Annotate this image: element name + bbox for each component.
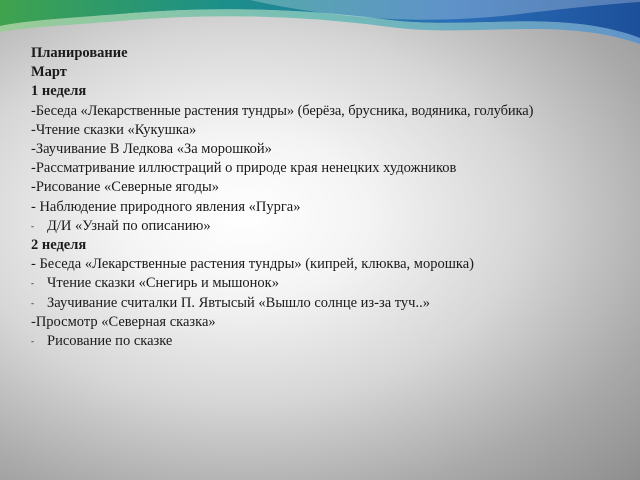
week-1-title: 1 неделя	[31, 83, 87, 100]
week-1-item: -Беседа «Лекарственные растения тундры» (берёза, брусника, водяника, голубика)	[31, 102, 534, 119]
bullet-marker: -	[31, 278, 34, 289]
week-1-bullet-item	[31, 217, 631, 236]
week-2-item: -Просмотр «Северная сказка»	[31, 313, 216, 330]
bullet-marker: -	[31, 336, 34, 347]
week-1-item: -Заучивание В Ледкова «За морошкой»	[31, 141, 272, 158]
week-2-bullet-item	[31, 274, 631, 293]
week-2-bullet-item	[31, 294, 631, 313]
bullet-marker: -	[31, 297, 34, 308]
bullet-text: Чтение сказки «Снегирь и мышонок»	[47, 275, 279, 292]
week-1-item: -Рисование «Северные ягоды»	[31, 179, 220, 196]
week-1-item: -Рассматривание иллюстраций о природе края ненецких художников	[31, 160, 457, 177]
slide-heading: Планирование	[31, 45, 128, 61]
week-2-item: - Беседа «Лекарственные растения тундры» (кипрей, клюква, морошка)	[31, 256, 474, 273]
month-title: Март	[31, 64, 67, 81]
week-2-title: 2 неделя	[31, 237, 87, 254]
slide-content	[31, 44, 631, 351]
bullet-text: Д/И «Узнай по описанию»	[47, 217, 211, 234]
week-1-item: -Чтение сказки «Кукушка»	[31, 121, 197, 138]
week-1-item: - Наблюдение природного явления «Пурга»	[31, 198, 301, 215]
week-2-bullet-item	[31, 332, 631, 351]
bullet-text: Заучивание считалки П. Явтысый «Вышло солнце из-за туч..»	[47, 294, 430, 311]
bullet-marker: -	[31, 220, 34, 231]
bullet-text: Рисование по сказке	[47, 333, 173, 350]
